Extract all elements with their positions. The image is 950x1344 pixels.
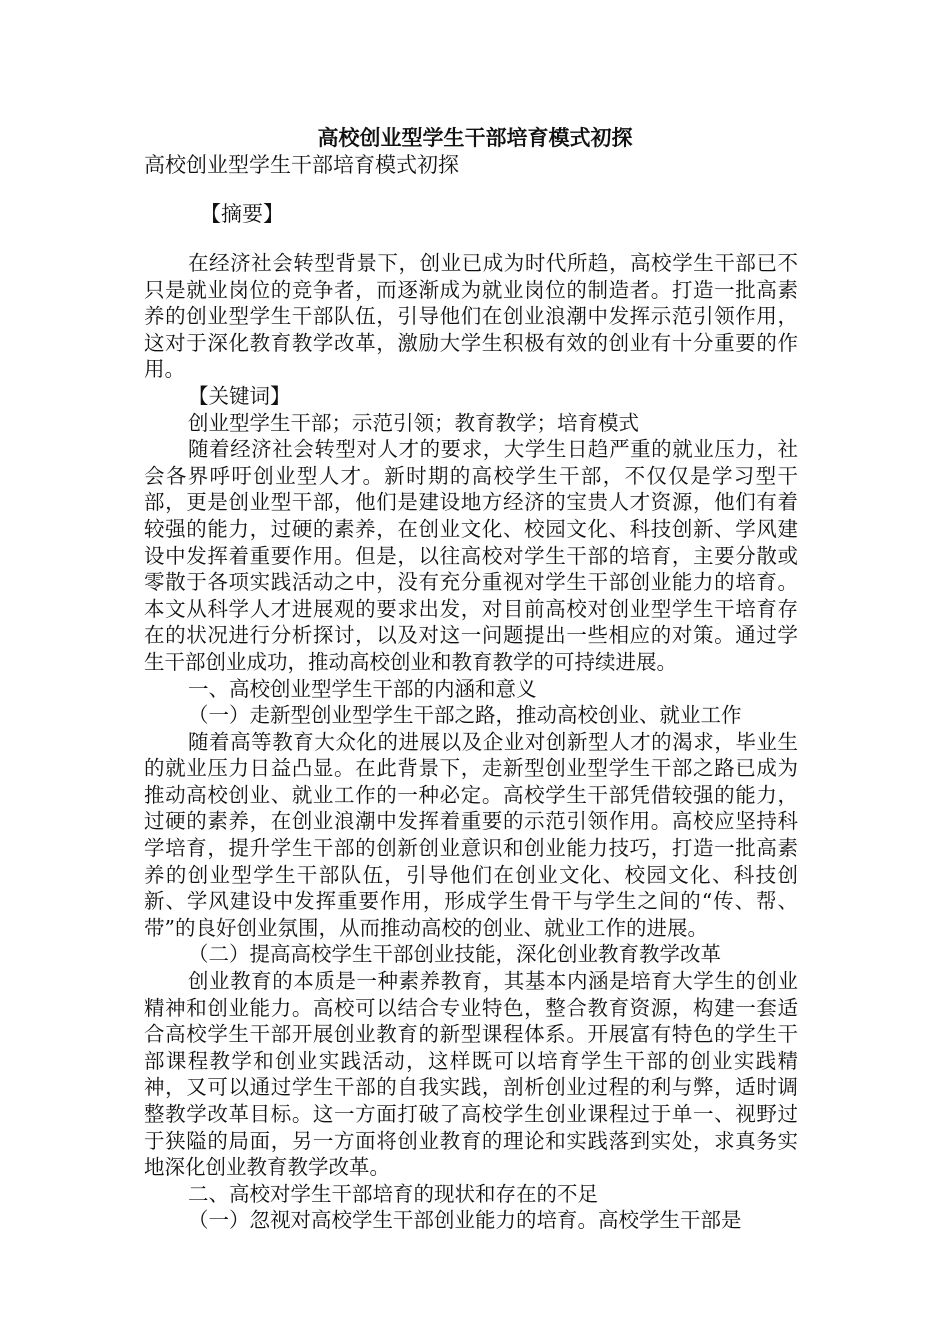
document-title: 高校创业型学生干部培育模式初探 bbox=[317, 125, 633, 150]
subsection-heading-1-2: （二）提高高校学生干部创业技能，深化创业教育教学改革 bbox=[188, 942, 721, 967]
abstract-paragraph: 在经济社会转型背景下，创业已成为时代所趋，高校学生干部已不只是就业岗位的竞争者，而逐渐成为就业岗位的制造者。打造一批高素养的创业型学生干部队伍，引导他们在创业浪潮中发挥示范引领作用，这对于深化教育教学改革，激励大学生积极有效的创业有十分重要的作用。 bbox=[144, 251, 798, 382]
document-body bbox=[144, 250, 798, 1234]
subsection-heading-1-1: （一）走新型创业型学生干部之路，推动高校创业、就业工作 bbox=[188, 703, 742, 728]
section-heading-1: 一、高校创业型学生干部的内涵和意义 bbox=[188, 676, 537, 701]
body-paragraph: （一）忽视对高校学生干部创业能力的培育。高校学生干部是 bbox=[188, 1208, 742, 1233]
keywords-label: 【关键词】 bbox=[188, 383, 291, 408]
keywords-text: 创业型学生干部；示范引领；教育教学；培育模式 bbox=[188, 410, 639, 435]
body-paragraph: 创业教育的本质是一种素养教育，其基本内涵是培育大学生的创业精神和创业能力。高校可以结合专业特色，整合教育资源，构建一套适合高校学生干部开展创业教育的新型课程体系。开展富有特色的学生干部课程教学和创业实践活动，这样既可以培育学生干部的创业实践精神，又可以通过学生干部的自我实践，剖析创业过程的利与弊，适时调整教学改革目标。这一方面打破了高校学生创业课程过于单一、视野过于狭隘的局面，另一方面将创业教育的理论和实践落到实处，求真务实地深化创业教育教学改革。 bbox=[144, 969, 798, 1180]
intro-paragraph: 随着经济社会转型对人才的要求，大学生日趋严重的就业压力，社会各界呼吁创业型人才。新时期的高校学生干部，不仅仅是学习型干部，更是创业型干部，他们是建设地方经济的宝贵人才资源，他们有着较强的能力，过硬的素养，在创业文化、校园文化、科技创新、学风建设中发挥着重要作用。但是，以往高校对学生干部的培育，主要分散或零散于各项实践活动之中，没有充分重视对学生干部创业能力的培育。本文从科学人才进展观的要求出发，对目前高校对创业型学生干培育存在的状况进行分析探讨，以及对这一问题提出一些相应的对策。通过学生干部创业成功，推动高校创业和教育教学的可持续进展。 bbox=[144, 437, 798, 674]
section-heading-2: 二、高校对学生干部培育的现状和存在的不足 bbox=[188, 1181, 598, 1206]
body-paragraph: 随着高等教育大众化的进展以及企业对创新型人才的渴求，毕业生的就业压力日益凸显。在此背景下，走新型创业型学生干部之路已成为推动高校创业、就业工作的一种必定。高校学生干部凭借较强的能力，过硬的素养，在创业浪潮中发挥着重要的示范引领作用。高校应坚持科学培育，提升学生干部的创新创业意识和创业能力技巧，打造一批高素养的创业型学生干部队伍，引导他们在创业文化、校园文化、科技创新、学风建设中发挥重要作用，形成学生骨干与学生之间的“传、帮、带”的良好创业氛围，从而推动高校的创业、就业工作的进展。 bbox=[144, 729, 798, 940]
abstract-label: 【摘要】 bbox=[200, 202, 284, 226]
document-subtitle: 高校创业型学生干部培育模式初探 bbox=[144, 153, 459, 177]
